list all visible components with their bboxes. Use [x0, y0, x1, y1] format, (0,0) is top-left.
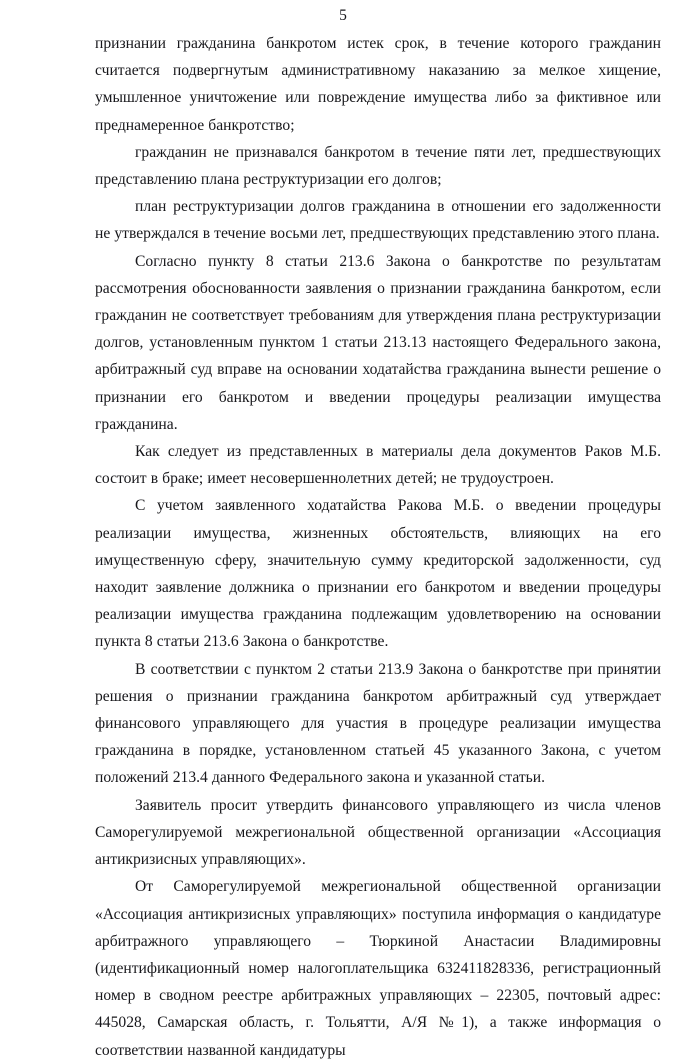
paragraph-eight-years: план реструктуризации долгов гражданина в отношении его задолженности не утверждался в течение восьми лет, предшествующих представлению этого плана.: [95, 198, 661, 243]
document-body: [95, 30, 661, 1064]
paragraph-court-finds: С учетом заявленного ходатайства Ракова М.Б. о введении процедуры реализации имущества, жизненных обстоятельств, влияющих на его имущественную сферу, значительную сумму кредиторской задолженности, суд находит заявление должника о признании его банкротом и введении процедуры реализации имущества гражданина подлежащим удовлетворению на основании пункта 8 статьи 213.6 Закона о банкротстве.: [95, 497, 661, 651]
paragraph-article-213-6: Согласно пункту 8 статьи 213.6 Закона о банкротстве по результатам рассмотрения обоснованности заявления о признании гражданина банкротом, если гражданин не соответствует требованиям для утверждения плана реструктуризации долгов, установленным пунктом 1 статьи 213.13 настоящего Федерального закона, арбитражный суд вправе на основании ходатайства гражданина вынести решение о признании его банкротом и введении процедуры реализации имущества гражданина.: [95, 252, 661, 433]
paragraph-candidate-info: От Саморегулируемой межрегиональной общественной организации «Ассоциация антикризисных управляющих» поступила информация о кандидатуре арбитражного управляющего – Тюркиной Анастасии Владимировны (идентификационный номер налогоплательщика 632411828336, регистрационный номер в сводном реестре арбитражных управляющих – 22305, почтовый адрес: 445028, Самарская область, г. Тольятти, А/Я №1), а также информация о соответствии названной кандидатуры: [95, 878, 661, 1059]
page-number: 5: [339, 7, 347, 24]
paragraph-article-213-9: В соответствии с пунктом 2 статьи 213.9 Закона о банкротстве при принятии решения о признании гражданина банкротом арбитражный суд утверждает финансового управляющего для участия в процедуре реализации имущества гражданина в порядке, установленном статьей 45 указанного Закона, с учетом положений 213.4 данного Федерального закона и указанной статьи.: [95, 660, 661, 787]
paragraph-applicant-request: Заявитель просит утвердить финансового управляющего из числа членов Саморегулируемой межрегиональной общественной организации «Ассоциация антикризисных управляющих».: [95, 796, 661, 869]
paragraph-debtor-family-status: Как следует из представленных в материалы дела документов Раков М.Б. состоит в браке; имеет несовершеннолетних детей; не трудоустроен.: [95, 443, 661, 488]
paragraph-five-years: гражданин не признавался банкротом в течение пяти лет, предшествующих представлению плана реструктуризации его долгов;: [95, 143, 661, 189]
paragraph-continued-bankruptcy-term: признании гражданина банкротом истек срок, в течение которого гражданин считается подвергнутым административному наказанию за мелкое хищение, умышленное уничтожение или повреждение имущества либо за фиктивное или преднамеренное банкротство;: [95, 35, 661, 134]
